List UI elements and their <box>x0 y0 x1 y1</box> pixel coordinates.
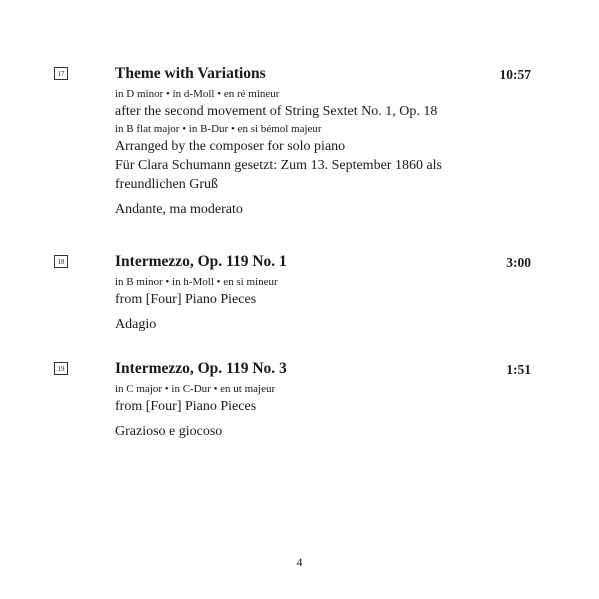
track-number-box: 18 <box>54 255 68 268</box>
track-title: Intermezzo, Op. 119 No. 3 <box>115 360 287 377</box>
track-details <box>115 381 535 441</box>
tempo-marking: Grazioso e giocoso <box>115 424 223 439</box>
track-duration: 3:00 <box>506 255 531 270</box>
source-line: after the second movement of String Sextet No. 1, Op. 18 <box>115 104 438 119</box>
track-number-box: 19 <box>54 362 68 375</box>
source-line: from [Four] Piano Pieces <box>115 292 257 307</box>
key-line: in C major • in C-Dur • en ut majeur <box>115 383 276 395</box>
tempo-marking: Adagio <box>115 317 157 332</box>
track-duration: 10:57 <box>499 67 531 82</box>
track-details <box>115 86 535 219</box>
track-title: Intermezzo, Op. 119 No. 1 <box>115 253 287 270</box>
track-duration: 1:51 <box>506 362 531 377</box>
page-number: 4 <box>296 555 303 569</box>
key-line: in D minor • in d-Moll • en ré mineur <box>115 88 280 100</box>
source-line: from [Four] Piano Pieces <box>115 399 257 414</box>
dedication-line: Für Clara Schumann gesetzt: Zum 13. September 1860 als <box>115 158 442 173</box>
key-line: in B flat major • in B-Dur • en si bémol majeur <box>115 123 322 135</box>
tempo-marking: Andante, ma moderato <box>115 202 243 217</box>
key-line: in B minor • in h-Moll • en si mineur <box>115 276 278 288</box>
dedication-line: freundlichen Gruß <box>115 177 219 192</box>
track-number-box: 17 <box>54 67 68 80</box>
arrangement-line: Arranged by the composer for solo piano <box>115 139 346 154</box>
track-title: Theme with Variations <box>115 65 266 82</box>
track-details <box>115 274 535 334</box>
